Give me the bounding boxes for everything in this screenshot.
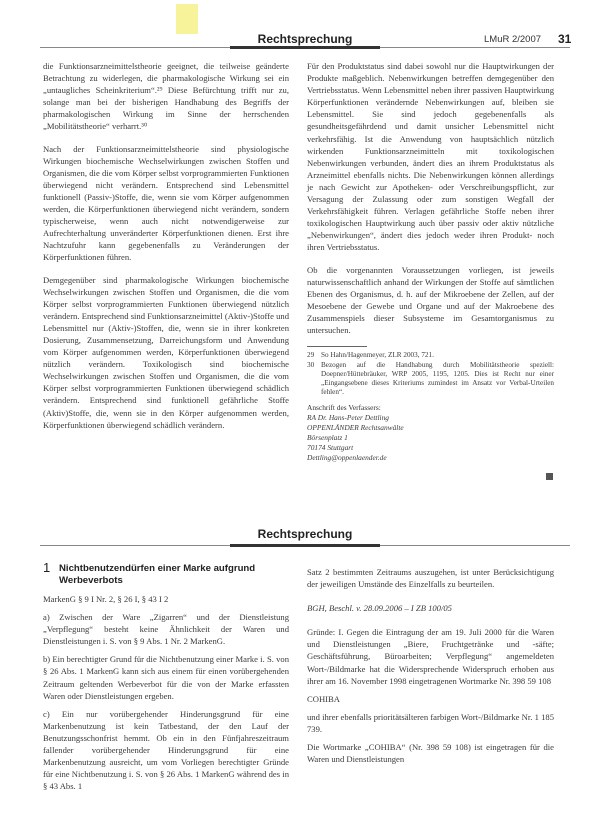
paragraph: Für den Produktstatus sind dabei sowohl nur die Hauptwirkungen der Produkte maßgeblich. Nebenwirkungen betreffen demgegenüber den Vertriebsstatus. Wenn Lebensmittel neben ihrer passiven Hauptwirkung Körperfunktionen verändernde Nebenwirkungen auf, bleiben sie Lebensmittel. Sie sind jedoch gegebenenfalls als gesundheitsgefährdend und damit unsicher Lebensmittel nicht verkehrsfähig. Ist die Anwendung von hauptsächlich nützlich wirkenden Funktionsarzneimitteln mit toxikologischen Nebenwirkungen verbunden, ändert dies an ihrem Produktstatus als Arzneimittel ebenfalls nichts. Die Nebenwirkungen können allerdings je nach Gewicht zur Apotheken- oder Verschreibungspflicht, zur Versagung der Zulassung oder zum sonstigen Wegfall der Verkehrsfähigkeit führen. Verlagen gefährliche Stoffe neben ihrer toxikologischen Hauptwirkung auch über passiv oder aktiv nützliche „Nebenwirkungen“, ändert dies jedoch weder ihren Produkt- noch ihren Vertriebsstatus.: [307, 61, 554, 253]
sticky-note: [176, 4, 198, 34]
footnote-text: So Hahn/Hagenmeyer, ZLR 2003, 721.: [321, 351, 434, 360]
footnote: [307, 361, 554, 397]
header-rule-accent: [230, 46, 380, 49]
author-name: RA Dr. Hans-Peter Dettling: [307, 413, 389, 423]
headnote: b) Ein berechtigter Grund für die Nichtbenutzung einer Marke i. S. von § 26 Abs. 1 MarkenG kann sich aus einem für einen vorübergehenden Zeitraum geltenden Werbeverbot für die von der Marke erfassten Waren oder Dienstleistungen ergeben.: [43, 654, 289, 701]
paragraph: Ob die vorgenannten Voraussetzungen vorliegen, ist jeweils naturwissenschaftlich anhand der Wirkungen der Stoffe auf sämtlichen Ebenen des Organismus, d. h. auf der Mikroebene der Zellen, auf der Mesoebene der Gewebe und Organe und auf der Makroebene des Zusammenspiels dieser Subsysteme im Gesamtorganismus zu untersuchen.: [307, 264, 554, 335]
article-title: Nichtbenutzendürfen einer Marke aufgrund Werbeverbots: [59, 563, 256, 586]
headnote: c) Ein nur vorübergehender Hinderungsgrund für eine Markenbenutzung ist kein Tatbestand, der den Lauf der Benutzungsschonfrist hemmt. Ob ein in den Fünfjahreszeitraum fallender vorübergehender Hinderungsgrund für eine Markenbenutzung ausreicht, um vom Vorliegen berechtigter Gründe für eine Nichtbenutzung i. S. von § 26 Abs. 1 MarkenG während des in § 43 Abs. 1: [43, 708, 289, 792]
section-heading: Rechtsprechung: [257, 527, 353, 541]
author-firm: OPPENLÄNDER Rechtsanwälte: [307, 423, 404, 433]
footnote: [307, 351, 554, 360]
headnote: Satz 2 bestimmten Zeitraums auszugehen, ist unter Berücksichtigung der jeweiligen Umstände des Einzelfalls zu beurteilen.: [307, 567, 554, 590]
paragraph: Demgegenüber sind pharmakologische Wirkungen biochemische Wechselwirkungen zwischen Stoffen und Organismen, die die vom Körper selbst vorprogrammierten Funktionen überwiegend nützlich verändern. Entsprechend sind Funktionsarzneimittel (Aktiv-)Stoffe und Lebensmittel nur (Aktiv-)Stoffen, die, wenn sie in ihrer konkreten Dosierung, Zusammensetzung, Darreichungsform und Anwendung vom Körper aufgenommen werden, Körperfunktionen überwiegend nützlich verändern. Toxikologisch sind biochemische Wechselwirkungen zwischen Stoffen und Organismen, die die vom Körper selbst vorprogrammierten Funktionen überwiegend schädlich verändern. Entsprechend sind funktionell gefährliche Stoffe (Aktiv)Stoffe, die, wenn sie in den Körper aufgenommen werden, Körperfunktionen überwiegend schädlich verändern.: [43, 274, 289, 430]
author-email: Dettling@oppenlaender.de: [307, 453, 387, 463]
article-heading: [43, 560, 289, 587]
statute-reference: MarkenG § 9 I Nr. 2, § 26 I, § 43 I 2: [43, 594, 169, 604]
paragraph: Nach der Funktionsarzneimittelstheorie sind physiologische Wirkungen biochemische Wechselwirkungen zwischen Stoffen und Organismen, die die vom Körper selbst vorprogrammierten Funktionen überwiegend nicht verändern. Entsprechend sind Lebensmittel funktionell (Passiv-)Stoffe, die, wenn sie vom Körper aufgenommen werden, die Körperfunktionen überwiegend nicht verändern, sondern typischerweise, wenn auch nicht notwendigerweise zur Aufrechterhaltung unveränderter Körperfunktionen dienen. Erst ihre Nachtzufuhr kann gegebenenfalls zu Veränderungen der Körperfunktionen führen.: [43, 143, 289, 263]
footnote-number: 29: [307, 351, 315, 360]
footnote-number: 30: [307, 361, 315, 370]
article-right-column: [307, 566, 554, 765]
section-rule-accent: [230, 544, 380, 547]
right-column: [307, 60, 554, 463]
article-left-column: [43, 593, 289, 792]
journal-citation: LMuR 2/2007: [484, 34, 542, 45]
footnote-rule: [307, 346, 367, 347]
article-number: 1: [43, 560, 51, 575]
author-address: [307, 403, 554, 463]
footnote-text: Bezogen auf die Handhabung durch Mobilitätstheorie speziell: Doepner/Hüttebräuker, WRP 2005, 1195, 1205. Dies ist Recht nur einer „Eingangsebene dieses Kriteriums zumindest im Ansatz vor Verbal-Urteilen fehlen“.: [321, 361, 554, 397]
page-number: 31: [558, 32, 572, 46]
paragraph: Die Wortmarke „COHIBA“ (Nr. 398 59 108) ist eingetragen für die Waren und Dienstleistungen: [307, 742, 554, 765]
left-column: [43, 60, 289, 441]
author-city: 70174 Stuttgart: [307, 443, 354, 453]
running-header-section: Rechtsprechung: [257, 32, 353, 46]
paragraph: die Funktionsarzneimittelstheorie geeignet, die teilweise geänderte Betrachtung zu widerlegen, die pharmakologische Wirkung sei ein „untaugliches Scheinkriterium“.²⁹ Diese Befürchtung trifft nur zu, solange man bei der bisherigen Handhabung des Begriffs der pharmakologischen Wirkung im Sinne der herrschenden „Mobilitätstheorie“ verharrt.³⁰: [43, 61, 289, 132]
end-of-article-mark: [546, 473, 553, 480]
paragraph: und ihrer ebenfalls prioritätsälteren farbigen Wort-/Bildmarke Nr. 1 185 739.: [307, 711, 554, 734]
author-street: Börsenplatz 1: [307, 433, 348, 443]
headnote: a) Zwischen der Ware „Zigarren“ und der Dienstleistung „Verpflegung“ besteht keine Ähnlichkeit der Waren und Dienstleistungen i. S. von § 9 Abs. 1 Nr. 2 MarkenG.: [43, 612, 289, 647]
trademark-word: COHIBA: [307, 693, 340, 704]
court-decision-reference: BGH, Beschl. v. 28.09.2006 – I ZB 100/05: [307, 603, 452, 614]
author-address-title: Anschrift des Verfassers:: [307, 403, 381, 413]
paragraph: Gründe: I. Gegen die Eintragung der am 19. Juli 2000 für die Waren und Dienstleistungen „Biere, Fruchtgetränke und -säfte; Geschäftsführung, Büroarbeiten; Verpflegung“ angemeldeten Wort-/Bildmarke hat die Widersprechende Widerspruch erhoben aus ihrer am 16. November 1998 eingetragenen Wortmarke Nr. 398 59 108: [307, 627, 554, 686]
